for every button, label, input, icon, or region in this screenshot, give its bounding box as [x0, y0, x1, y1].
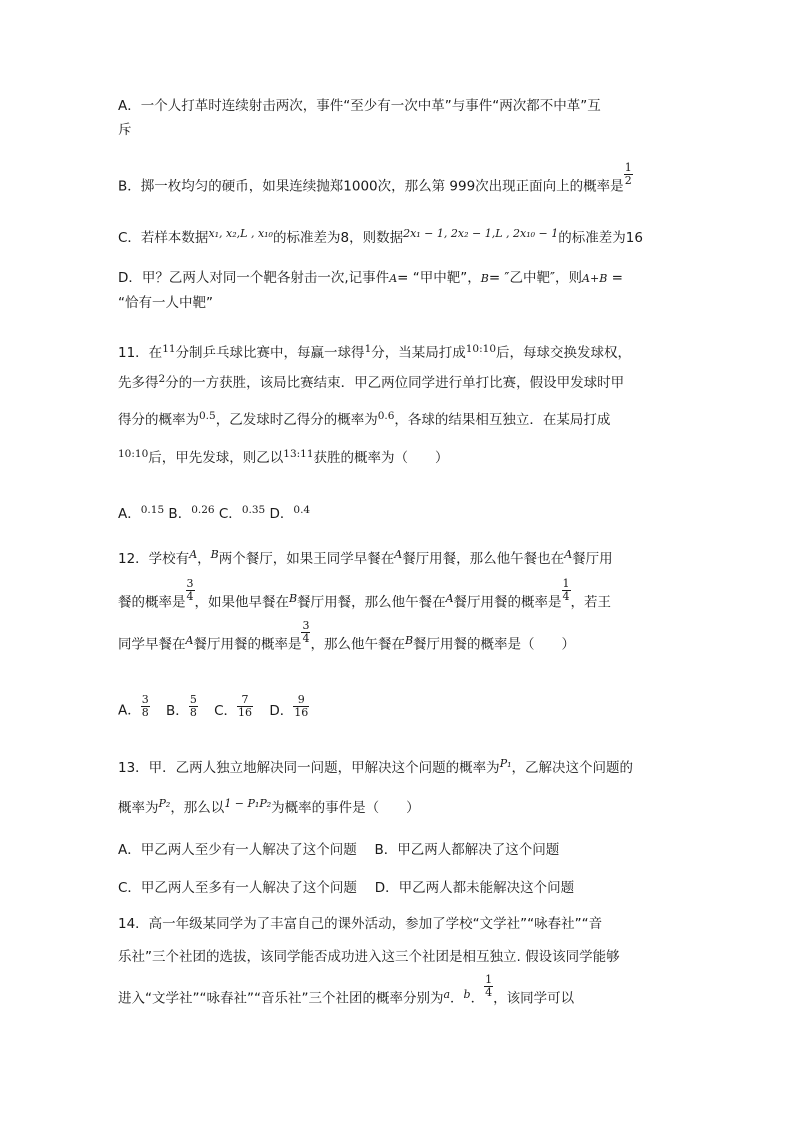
q11-option-b-label: B．: [164, 506, 192, 522]
q11-line-3: 得分的概率为$^{0.5}$，乙发球时乙得分的概率为$^{0.6}$，各球的结果相互独立．在某局打成: [118, 410, 611, 428]
q14-line-2: 乐社”三个社团的选拔，该同学能否成功进入这三个社团是相互独立. 假设该同学能够: [118, 949, 620, 965]
q11-option-c-value: 0.35: [241, 504, 266, 516]
q12-option-c-fraction: $\frac{7}{16}$: [238, 693, 253, 719]
q13-options-cd: C．甲乙两人至多有一人解决了这个问题 D．甲乙两人都未能解决这个问题: [118, 880, 575, 896]
q12-option-c-label: C．: [214, 702, 238, 719]
q14-line-3: 进入“文学社”“咏春社”“音乐社”三个社团的概率分别为$^a$．$^b$． $\frac{1}{4}$ ，该同学可以: [118, 973, 575, 1007]
q13-line-1: 13．甲．乙两人独立地解决同一问题，甲解决这个问题的概率为$^{P_1}$，乙解决这个问题的: [118, 757, 633, 776]
q12-option-b-fraction: $\frac{5}{8}$: [189, 693, 197, 719]
option-b-text: B．掷一枚均匀的硬币，如果连续抛郑1000次，那么第 999次出现正面向上的概率是: [118, 178, 624, 195]
q11-option-a-label: A．: [118, 506, 141, 522]
q11-line-2: 先多得$^2$分的一方获胜，该局比赛结束．甲乙两位同学进行单打比赛，假设甲发球时甲: [118, 373, 625, 391]
q11-line-1: 11．在$^{11}$分制乒乓球比赛中，每赢一球得$^1$分，当某局打成$^{10:10}$后，每球交换发球权，: [118, 343, 632, 361]
option-d-line-2: “恰有一人中靶”: [118, 295, 213, 311]
q12-options: [118, 693, 309, 723]
fraction-one-quarter: $\frac{1}{4}$: [562, 577, 570, 603]
q12-option-d-fraction: $\frac{9}{16}$: [294, 693, 309, 719]
fraction-one-quarter-q14: $\frac{1}{4}$: [485, 973, 493, 999]
option-b-line: [118, 161, 633, 199]
q11-option-a-value: 0.15: [140, 504, 165, 516]
option-a-text-cont: 斥: [118, 122, 132, 138]
q12-line-2: 餐的概率是 $\frac{3}{4}$ ，如果他早餐在$^B$餐厅用餐，那么他午餐在$^A$餐厅用餐的概率是 $\frac{1}{4}$ ，若王: [118, 577, 612, 611]
option-a-text: A．一个人打革时连续射击两次，事件“至少有一次中革”与事件“两次都不中革”互: [118, 98, 601, 114]
q14-line-1: 14．高一年级某同学为了丰富自己的课外活动，参加了学校“文学社”“咏春社”“音: [118, 916, 603, 932]
q11-option-d-label: D．: [265, 506, 294, 522]
q11-options: [118, 504, 310, 525]
option-c-line: C．若样本数据$^{x_1, x_2,L , x_{10}}$的标准差为8，则数据$^{2x_1 - 1, 2x_2 - 1,L , 2x_{10} - 1}$的标准差为16: [118, 227, 643, 246]
q13-line-2: 概率为$^{P_2}$，那么以$^{1 - P_1P_2}$为概率的事件是（ ）: [118, 797, 420, 816]
option-a-line-2: [118, 120, 132, 140]
q12-line-1: 12．学校有$^A$，$^B$两个餐厅，如果王同学早餐在$^A$餐厅用餐，那么他午餐也在$^A$餐厅用: [118, 548, 613, 567]
option-d-line-1: D．甲？乙两人对同一个靶各射击一次,记事件A= “甲中靶”，B= ″乙中靶″，则A+B =: [118, 270, 623, 286]
transformed-data-expr: 2x₁ − 1, 2x₂ − 1,L , 2x₁₀ − 1: [403, 227, 559, 240]
q12-line-3: 同学早餐在$^A$餐厅用餐的概率是 $\frac{3}{4}$ ，那么他午餐在$^B$餐厅用餐的概率是（ ）: [118, 619, 576, 653]
fraction-three-quarters-2: $\frac{3}{4}$: [302, 619, 310, 645]
q12-option-d-label: D．: [269, 702, 294, 719]
q12-option-a-fraction: $\frac{3}{8}$: [141, 693, 149, 719]
option-a-line-1: [118, 96, 601, 116]
fraction-one-half: $\frac{1}{2}$: [624, 161, 632, 187]
q12-option-a-label: A．: [118, 702, 141, 719]
q12-option-b-label: B．: [166, 702, 189, 719]
q11-option-d-value: 0.4: [293, 504, 311, 516]
fraction-three-quarters: $\frac{3}{4}$: [186, 577, 194, 603]
q11-option-b-value: 0.26: [191, 504, 215, 516]
q11-option-c-label: C．: [214, 506, 242, 522]
q11-line-4: $^{10:10}$后，甲先发球，则乙以$^{13:11}$获胜的概率为（ ）: [118, 448, 449, 466]
q13-options-ab: A．甲乙两人至少有一人解决了这个问题 B．甲乙两人都解决了这个问题: [118, 842, 560, 858]
sample-data-expr: x₁, x₂,L , x₁₀: [208, 227, 273, 240]
